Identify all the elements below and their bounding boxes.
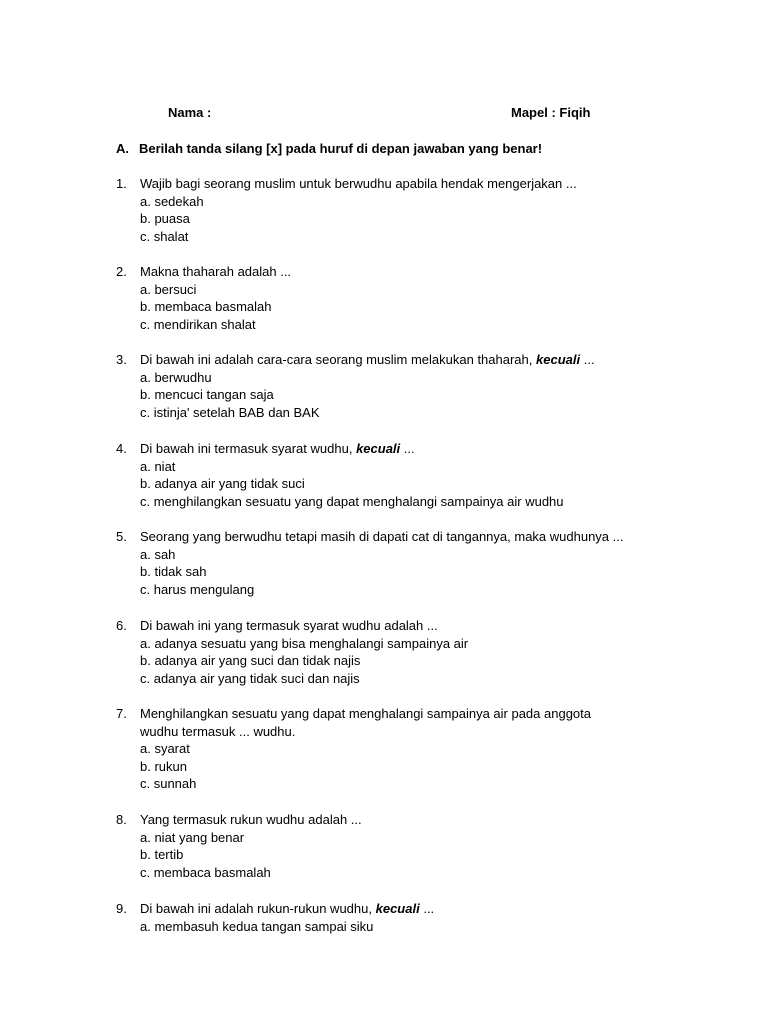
section-heading [116, 140, 542, 158]
option-a[interactable]: a. berwudhu [140, 369, 212, 385]
option-b[interactable]: b. tidak sah [140, 564, 207, 580]
option-a[interactable]: a. sah [140, 546, 176, 562]
option-c[interactable]: c. mendirikan shalat [140, 316, 256, 332]
question-6 [116, 617, 716, 687]
option-b[interactable]: b. adanya air yang suci dan tidak najis [140, 653, 361, 669]
question-text-main: Di bawah ini adalah rukun-rukun wudhu, [140, 901, 372, 916]
question-text: Makna thaharah adalah ... [140, 264, 292, 279]
question-text: Seorang yang berwudhu tetapi masih di dapati cat di tangannya, maka wudhunya ... [140, 529, 624, 544]
question-number: 6. [116, 618, 127, 633]
option-c[interactable]: c. membaca basmalah [140, 864, 271, 880]
option-c[interactable]: c. sunnah [140, 776, 197, 792]
question-text: Di bawah ini yang termasuk syarat wudhu adalah ... [140, 618, 438, 633]
question-text [140, 351, 716, 369]
question-number: 1. [116, 176, 127, 191]
question-number: 2. [116, 264, 127, 279]
option-b[interactable]: b. rukun [140, 758, 187, 774]
option-a[interactable]: a. bersuci [140, 281, 197, 297]
question-3 [116, 351, 716, 421]
question-text: Menghilangkan sesuatu yang dapat menghalangi sampainya air pada anggota [140, 706, 591, 721]
option-a[interactable]: a. sedekah [140, 193, 204, 209]
question-ellipsis: ... [583, 352, 595, 367]
question-text: Yang termasuk rukun wudhu adalah ... [140, 812, 362, 827]
option-a[interactable]: a. niat [140, 458, 176, 474]
kecuali-emphasis: kecuali [375, 901, 420, 916]
section-letter: A. [116, 141, 129, 156]
option-b[interactable]: b. membaca basmalah [140, 299, 272, 315]
option-b[interactable]: b. tertib [140, 847, 184, 863]
option-b[interactable]: b. mencuci tangan saja [140, 387, 274, 403]
question-9 [116, 900, 716, 935]
option-c[interactable]: c. harus mengulang [140, 581, 255, 597]
option-a[interactable]: a. niat yang benar [140, 829, 245, 845]
option-b[interactable]: b. adanya air yang tidak suci [140, 476, 305, 492]
section-instruction: Berilah tanda silang [x] pada huruf di depan jawaban yang benar! [139, 141, 543, 156]
question-number: 8. [116, 812, 127, 827]
nama-label: Nama : [168, 105, 212, 120]
option-a[interactable]: a. syarat [140, 741, 190, 757]
question-number: 7. [116, 706, 127, 721]
question-4 [116, 440, 716, 510]
question-ellipsis: ... [423, 901, 435, 916]
option-c[interactable]: c. istinja' setelah BAB dan BAK [140, 404, 320, 420]
question-number: 5. [116, 529, 127, 544]
question-text [140, 900, 716, 918]
option-a[interactable]: a. adanya sesuatu yang bisa menghalangi sampainya air [140, 635, 469, 651]
question-number: 3. [116, 352, 127, 367]
question-5 [116, 528, 716, 598]
question-text-main: Di bawah ini termasuk syarat wudhu, [140, 441, 353, 456]
option-a[interactable]: a. membasuh kedua tangan sampai siku [140, 918, 374, 934]
question-number: 9. [116, 901, 127, 916]
kecuali-emphasis: kecuali [536, 352, 581, 367]
option-c[interactable]: c. adanya air yang tidak suci dan najis [140, 670, 360, 686]
mapel-label: Mapel : Fiqih [511, 105, 591, 120]
question-number: 4. [116, 441, 127, 456]
question-8 [116, 811, 716, 881]
question-text [140, 440, 716, 458]
option-b[interactable]: b. puasa [140, 211, 190, 227]
question-text: Wajib bagi seorang muslim untuk berwudhu apabila hendak mengerjakan ... [140, 176, 577, 191]
option-c[interactable]: c. shalat [140, 228, 189, 244]
question-2 [116, 263, 716, 333]
question-ellipsis: ... [403, 441, 415, 456]
option-c[interactable]: c. menghilangkan sesuatu yang dapat menghalangi sampainya air wudhu [140, 493, 564, 509]
question-1 [116, 175, 716, 245]
question-text-main: Di bawah ini adalah cara-cara seorang muslim melakukan thaharah, [140, 352, 533, 367]
kecuali-emphasis: kecuali [356, 441, 401, 456]
question-text-continued: wudhu termasuk ... wudhu. [140, 723, 296, 739]
question-7 [116, 705, 716, 793]
